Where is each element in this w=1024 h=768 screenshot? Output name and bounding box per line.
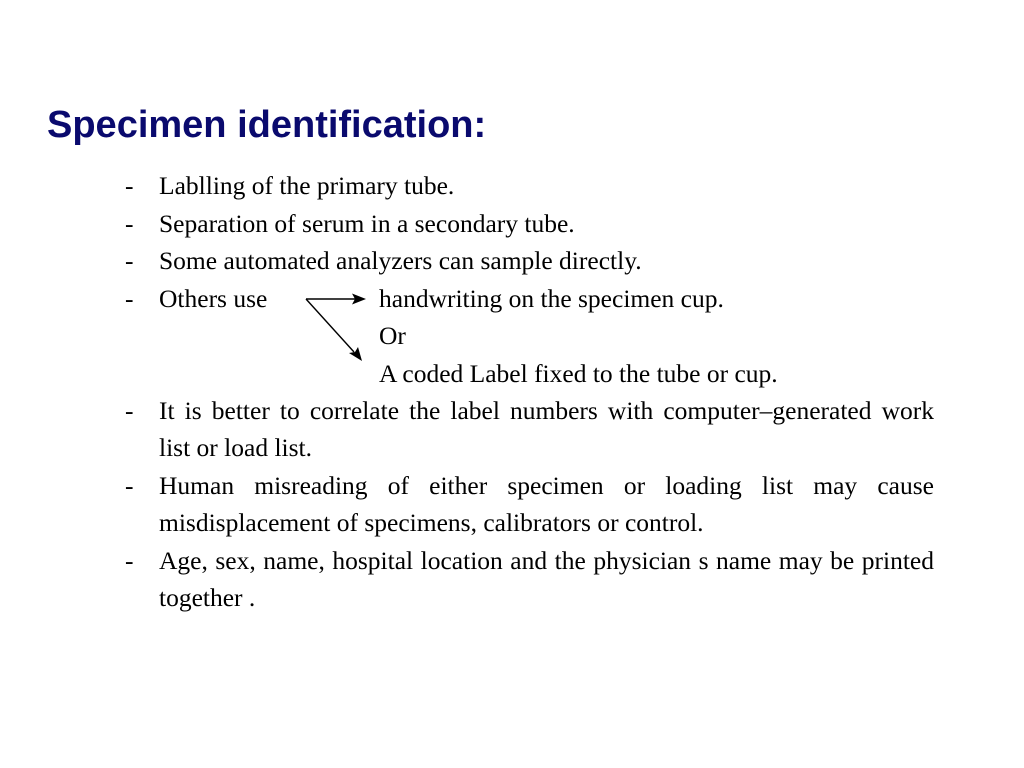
list-item bbox=[0, 542, 934, 617]
option-coded-label: A coded Label fixed to the tube or cup. bbox=[379, 358, 778, 388]
list-item bbox=[0, 467, 934, 542]
bullet-dash: - bbox=[125, 545, 134, 575]
bullet-dash: - bbox=[125, 395, 134, 425]
bullet-text: Lablling of the primary tube. bbox=[159, 171, 455, 200]
bullet-dash: - bbox=[125, 283, 134, 313]
others-use-item bbox=[0, 280, 1024, 392]
bullet-text: Some automated analyzers can sample directly. bbox=[159, 246, 642, 275]
bullet-text: It is better to correlate the label numbers with computer–generated work list or load list. bbox=[159, 395, 934, 462]
list-item bbox=[0, 167, 934, 205]
list-item bbox=[0, 392, 934, 467]
bullet-dash: - bbox=[125, 171, 134, 200]
others-use-label: Others use bbox=[159, 283, 268, 313]
bullet-dash: - bbox=[125, 470, 134, 500]
option-or: Or bbox=[379, 320, 406, 350]
bullet-text: Human misreading of either specimen or loading list may cause misdisplacement of specimens, calibrators or control. bbox=[159, 470, 934, 537]
bullet-text: Age, sex, name, hospital location and the physician s name may be printed together . bbox=[159, 545, 934, 612]
branch-arrows-icon bbox=[300, 290, 370, 365]
option-handwriting: handwriting on the specimen cup. bbox=[379, 283, 724, 313]
bullet-dash: - bbox=[125, 246, 134, 275]
list-item bbox=[0, 205, 934, 243]
list-item bbox=[0, 242, 934, 280]
bullet-dash: - bbox=[125, 208, 134, 238]
slide-title: Specimen identification: bbox=[47, 104, 487, 146]
bullet-text: Separation of serum in a secondary tube. bbox=[159, 208, 575, 238]
bullet-list bbox=[0, 167, 1024, 617]
